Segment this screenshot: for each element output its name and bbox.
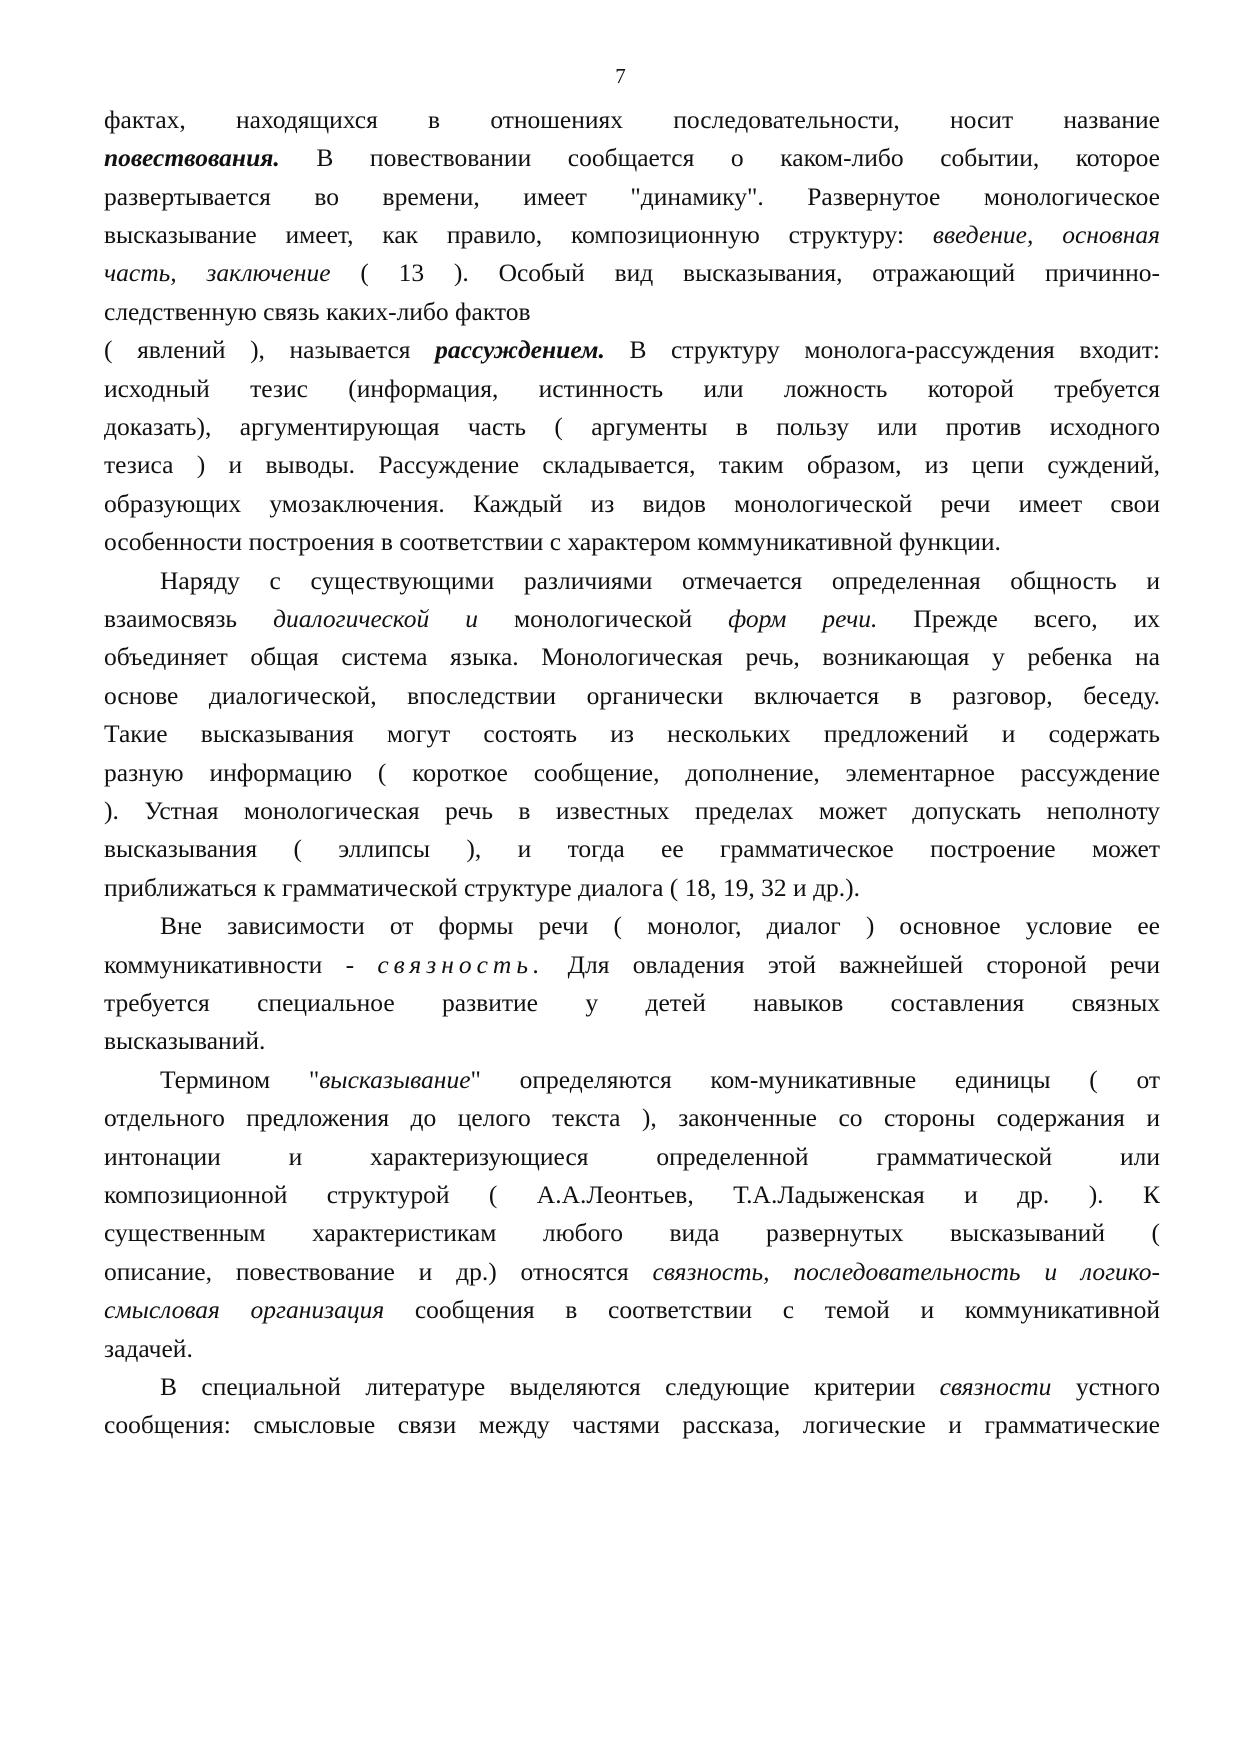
text-line: развертывается во времени, имеет "динамику". Развернутое монологическое [104, 182, 1160, 211]
italic-span: часть, заключение [104, 258, 331, 287]
text-line: образующих умозаключения. Каждый из видов монологической речи имеет свои [104, 489, 1160, 518]
text-line: интонации и характеризующиеся определенной грамматической или [104, 1142, 1160, 1171]
text-line [160, 1370, 1160, 1404]
text-span: Термином " [160, 1065, 320, 1094]
text-line [104, 1255, 1160, 1289]
text-span: В повествовании сообщается о каком-либо событии, которое [279, 143, 1160, 172]
text-line: объединяет общая система языка. Монологическая речь, возникающая у ребенка на [104, 642, 1160, 671]
italic-span: диалогической и [273, 604, 479, 633]
text-line [104, 141, 1160, 175]
text-span: В специальной литературе выделяются следующие критерии [160, 1372, 940, 1401]
italic-span: форм речи. [728, 604, 878, 633]
text-line: задачей. [104, 1334, 193, 1363]
text-line [160, 1063, 1160, 1097]
text-line: ). Устная монологическая речь в известных пределах может допускать неполноту [104, 796, 1160, 825]
text-span: описание, повествование и др.) относятся [104, 1257, 653, 1286]
text-span: сообщения в соответствии с темой и коммуникативной [384, 1295, 1160, 1324]
spaced-term-coherence: связность. [377, 950, 545, 979]
text-line: отдельного предложения до целого текста ), законченные со стороны содержания и [104, 1103, 1160, 1132]
text-line [104, 218, 1160, 252]
text-line [104, 256, 1160, 290]
text-line: особенности построения в соответствии с характером коммуникативной функции. [104, 527, 1001, 556]
text-span: Для овладения этой важнейшей стороной речи [544, 950, 1160, 979]
text-line: разную информацию ( короткое сообщение, дополнение, элементарное рассуждение [104, 758, 1160, 787]
text-line: Такие высказывания могут состоять из нескольких предложений и содержать [104, 719, 1160, 748]
text-span: коммуникативности - [104, 950, 378, 979]
text-line: требуется специальное развитие у детей навыков составления связных [104, 988, 1160, 1017]
text-line [104, 333, 1160, 367]
italic-span: смысловая организация [104, 1295, 385, 1324]
text-line: высказываний. [104, 1026, 266, 1055]
text-line [104, 948, 1160, 982]
text-line: Наряду с существующими различиями отмечается определенная общность и [160, 566, 1160, 595]
term-reasoning: рассуждением. [435, 335, 605, 364]
text-span: взаимосвязь [104, 604, 274, 633]
text-line: исходный тезис (информация, истинность или ложность которой требуется [104, 374, 1160, 403]
text-line: композиционной структурой ( А.А.Леонтьев, Т.А.Ладыженская и др. ). К [104, 1180, 1160, 1209]
text-span: В структуру монолога-рассуждения входит: [604, 335, 1160, 364]
text-line: следственную связь каких-либо фактов [104, 297, 531, 326]
text-line: приближаться к грамматической структуре диалога ( 18, 19, 32 и др.). [104, 873, 861, 902]
page-number: 7 [615, 64, 626, 88]
text-line: тезиса ) и выводы. Рассуждение складывается, таким образом, из цепи суждений, [104, 450, 1160, 479]
text-line: фактах, находящихся в отношениях последовательности, носит название [104, 105, 1160, 134]
text-line: сообщения: смысловые связи между частями рассказа, логические и грамматические [104, 1410, 1160, 1439]
text-line: основе диалогической, впоследствии органически включается в разговор, беседу. [104, 681, 1160, 710]
term-narration: повествования. [104, 143, 280, 172]
text-span: ( 13 ). Особый вид высказывания, отражающий причинно- [330, 258, 1160, 287]
text-line: доказать), аргументирующая часть ( аргументы в пользу или против исходного [104, 412, 1160, 441]
text-line: существенным характеристикам любого вида развернутых высказываний ( [104, 1218, 1160, 1247]
italic-span: связности [939, 1372, 1052, 1401]
text-span: " определяются ком-муникативные единицы ( от [470, 1065, 1161, 1094]
text-span: устного [1051, 1372, 1160, 1401]
text-span: Прежде всего, их [877, 604, 1161, 633]
italic-span: связность, последовательность и логико- [652, 1257, 1160, 1286]
text-span: монологической [478, 604, 729, 633]
text-line [104, 1293, 1160, 1327]
text-line [104, 602, 1160, 636]
text-span: ( явлений ), называется [104, 335, 436, 364]
italic-span: введение, основная [932, 220, 1160, 249]
text-line: Вне зависимости от формы речи ( монолог, диалог ) основное условие ее [160, 911, 1160, 940]
text-line: высказывания ( эллипсы ), и тогда ее грамматическое построение может [104, 834, 1160, 863]
italic-span: высказывание [319, 1065, 471, 1094]
text-span: высказывание имеет, как правило, композиционную структуру: [104, 220, 933, 249]
